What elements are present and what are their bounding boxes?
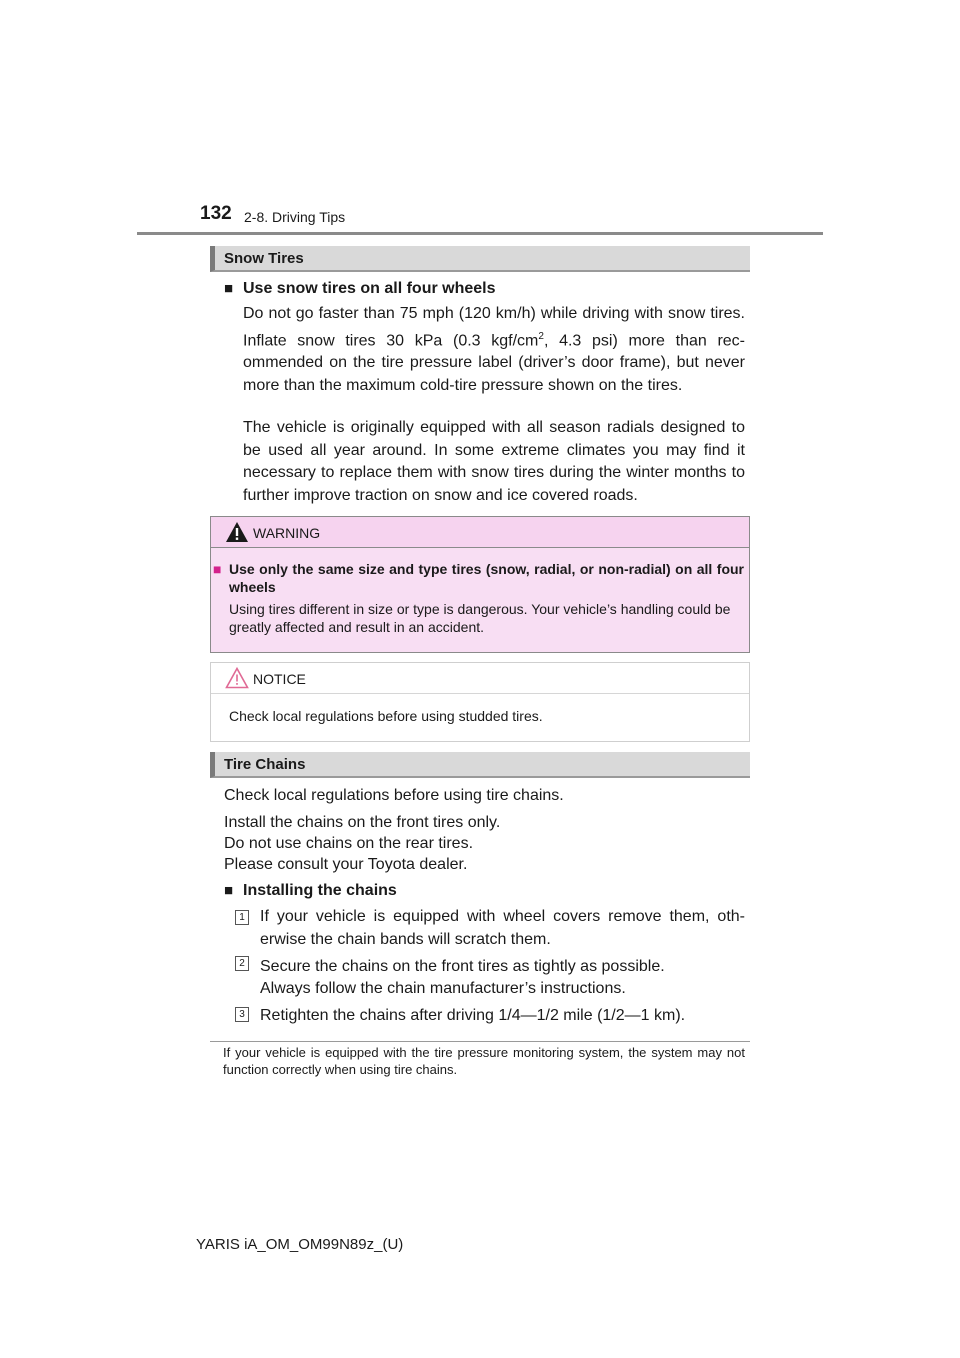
notice-box (210, 662, 750, 742)
caution-triangle-icon (225, 667, 249, 689)
step-number: 3 (235, 1007, 249, 1022)
step-text: Secure the chains on the front tires as tightly as possible. (260, 958, 665, 975)
step-text: Retighten the chains after driving 1/4—1/2 mile (1/2—1 km). (260, 1007, 686, 1024)
warning-header (211, 517, 749, 548)
step-number: 1 (235, 910, 249, 925)
warning-subheading: ■ Use only the same size and type tires (snow, radial, or non-radial) on all four wheels (213, 561, 744, 595)
warning-icon (225, 521, 249, 543)
page-number: 132 (200, 203, 232, 224)
header-divider (137, 232, 823, 235)
breadcrumb: 2-8. Driving Tips (244, 209, 346, 225)
step-text: Always follow the chain manufacturer’s instructions. (260, 980, 626, 997)
footnote: If your vehicle is equipped with the tire pressure monitoring system, the system may not function correctly when using tire chains. (223, 1045, 745, 1077)
warning-body (211, 548, 749, 652)
bullet-square-icon: ■ (213, 561, 222, 577)
chains-line-1: Check local regulations before using tire chains. (224, 787, 564, 804)
snow-tires-paragraph-2: The vehicle is originally equipped with all season radials designed to be used all year around. In some extreme climates you may find it necessary to replace them with snow tires during the winter months to further improve traction on snow and ice covered roads. (243, 419, 745, 504)
bullet-square-icon: ■ (224, 882, 234, 899)
step-number: 2 (235, 956, 249, 971)
chains-line-4: Please consult your Toyota dealer. (224, 856, 468, 873)
notice-title: NOTICE (253, 671, 306, 687)
section-header-snow-tires (210, 246, 750, 272)
bullet-square-icon: ■ (224, 280, 234, 297)
snow-tires-paragraph-1: Do not go faster than 75 mph (120 km/h) while driving with snow tires. Inflate snow tires 30 kPa (0.3 kgf/$cm^2$, 4.3 psi) more than rec-ommended on the tire pressure label (driver’s door frame), but never more than the maximum cold-tire pressure shown on the tires. (243, 305, 746, 394)
warning-box (210, 516, 750, 653)
section-header-tire-chains (210, 752, 750, 778)
chains-line-3: Do not use chains on the rear tires. (224, 835, 474, 852)
warning-text: Using tires different in size or type is dangerous. Your vehicle’s handling could be greatly affected and result in an accident. (229, 601, 731, 635)
bullet-heading: Installing the chains (243, 882, 397, 899)
notice-header (211, 663, 749, 694)
chains-line-2: Install the chains on the front tires only. (224, 814, 501, 831)
warning-title: WARNING (253, 525, 321, 541)
step-text: If your vehicle is equipped with wheel covers remove them, oth-erwise the chain bands will scratch them. (260, 908, 745, 948)
section-title: Snow Tires (224, 250, 304, 267)
document-id: YARIS iA_OM_OM99N89z_(U) (196, 1236, 404, 1253)
bullet-heading: Use snow tires on all four wheels (243, 280, 496, 297)
footnote-divider (210, 1041, 750, 1042)
section-title: Tire Chains (224, 756, 306, 773)
notice-text: Check local regulations before using studded tires. (229, 708, 543, 724)
